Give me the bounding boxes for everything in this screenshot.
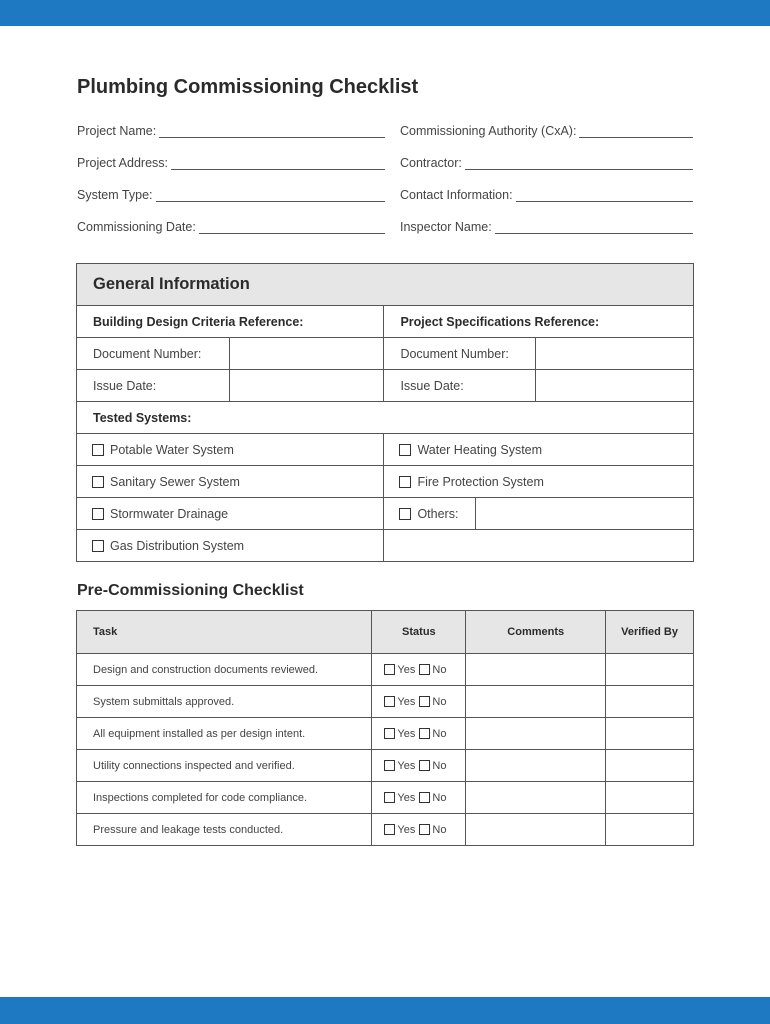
pre-commissioning-table bbox=[76, 610, 694, 846]
yes-checkbox[interactable] bbox=[384, 792, 395, 803]
comments-cell[interactable] bbox=[466, 782, 606, 814]
status-cell: Yes No bbox=[372, 686, 466, 718]
building-document-number-label: Document Number: bbox=[77, 338, 230, 370]
no-checkbox[interactable] bbox=[419, 728, 430, 739]
yes-checkbox[interactable] bbox=[384, 760, 395, 771]
table-row bbox=[77, 750, 694, 782]
status-cell: Yes No bbox=[372, 750, 466, 782]
checkbox[interactable] bbox=[92, 476, 104, 488]
contractor-field[interactable]: Contractor: bbox=[400, 156, 693, 170]
comments-cell[interactable] bbox=[466, 750, 606, 782]
yes-checkbox[interactable] bbox=[384, 728, 395, 739]
commissioning-authority-field[interactable]: Commissioning Authority (CxA): bbox=[400, 124, 693, 138]
yes-checkbox[interactable] bbox=[384, 696, 395, 707]
system-option[interactable]: Fire Protection System bbox=[384, 466, 694, 498]
comments-cell[interactable] bbox=[466, 654, 606, 686]
task-cell: Utility connections inspected and verified. bbox=[77, 750, 372, 782]
system-option[interactable]: Potable Water System bbox=[77, 434, 384, 466]
checkbox[interactable] bbox=[92, 444, 104, 456]
system-option-others[interactable]: Others: bbox=[384, 498, 476, 530]
general-information-heading: General Information bbox=[77, 264, 694, 306]
system-type-field[interactable]: System Type: bbox=[77, 188, 385, 202]
verified-by-cell[interactable] bbox=[606, 686, 694, 718]
project-document-number-label: Document Number: bbox=[384, 338, 536, 370]
page-title: Plumbing Commissioning Checklist bbox=[77, 76, 419, 98]
yes-checkbox[interactable] bbox=[384, 664, 395, 675]
no-checkbox[interactable] bbox=[419, 760, 430, 771]
verified-by-cell[interactable] bbox=[606, 718, 694, 750]
project-issue-date-input[interactable] bbox=[536, 370, 694, 402]
table-row bbox=[77, 718, 694, 750]
others-input[interactable] bbox=[476, 498, 694, 530]
tested-systems-label: Tested Systems: bbox=[77, 402, 694, 434]
bottom-band bbox=[0, 997, 770, 1024]
status-cell: Yes No bbox=[372, 654, 466, 686]
column-header-task: Task bbox=[77, 611, 372, 654]
project-specifications-reference-label: Project Specifications Reference: bbox=[384, 306, 694, 338]
checkbox[interactable] bbox=[399, 476, 411, 488]
verified-by-cell[interactable] bbox=[606, 814, 694, 846]
project-name-field[interactable]: Project Name: bbox=[77, 124, 385, 138]
task-cell: All equipment installed as per design intent. bbox=[77, 718, 372, 750]
comments-cell[interactable] bbox=[466, 718, 606, 750]
status-cell: Yes No bbox=[372, 718, 466, 750]
system-option[interactable]: Sanitary Sewer System bbox=[77, 466, 384, 498]
yes-checkbox[interactable] bbox=[384, 824, 395, 835]
checkbox[interactable] bbox=[399, 508, 411, 520]
commissioning-date-field[interactable]: Commissioning Date: bbox=[77, 220, 385, 234]
column-header-verified-by: Verified By bbox=[606, 611, 694, 654]
column-header-comments: Comments bbox=[466, 611, 606, 654]
verified-by-cell[interactable] bbox=[606, 654, 694, 686]
task-cell: Inspections completed for code compliance. bbox=[77, 782, 372, 814]
task-cell: Pressure and leakage tests conducted. bbox=[77, 814, 372, 846]
status-cell: Yes No bbox=[372, 782, 466, 814]
table-row bbox=[77, 686, 694, 718]
building-issue-date-label: Issue Date: bbox=[77, 370, 230, 402]
status-cell: Yes No bbox=[372, 814, 466, 846]
building-design-reference-label: Building Design Criteria Reference: bbox=[77, 306, 384, 338]
top-band bbox=[0, 0, 770, 26]
building-issue-date-input[interactable] bbox=[229, 370, 384, 402]
task-cell: Design and construction documents reviewed. bbox=[77, 654, 372, 686]
no-checkbox[interactable] bbox=[419, 824, 430, 835]
table-row bbox=[77, 654, 694, 686]
checkbox[interactable] bbox=[399, 444, 411, 456]
project-document-number-input[interactable] bbox=[536, 338, 694, 370]
empty-cell bbox=[384, 530, 694, 562]
no-checkbox[interactable] bbox=[419, 664, 430, 675]
verified-by-cell[interactable] bbox=[606, 782, 694, 814]
general-information-table bbox=[76, 263, 694, 562]
table-row bbox=[77, 782, 694, 814]
pre-commissioning-heading: Pre-Commissioning Checklist bbox=[77, 582, 304, 599]
system-option[interactable]: Water Heating System bbox=[384, 434, 694, 466]
verified-by-cell[interactable] bbox=[606, 750, 694, 782]
no-checkbox[interactable] bbox=[419, 696, 430, 707]
system-option[interactable]: Stormwater Drainage bbox=[77, 498, 384, 530]
no-checkbox[interactable] bbox=[419, 792, 430, 803]
task-cell: System submittals approved. bbox=[77, 686, 372, 718]
checkbox[interactable] bbox=[92, 508, 104, 520]
comments-cell[interactable] bbox=[466, 814, 606, 846]
project-address-field[interactable]: Project Address: bbox=[77, 156, 385, 170]
building-document-number-input[interactable] bbox=[229, 338, 384, 370]
column-header-status: Status bbox=[372, 611, 466, 654]
system-option[interactable]: Gas Distribution System bbox=[77, 530, 384, 562]
project-issue-date-label: Issue Date: bbox=[384, 370, 536, 402]
checkbox[interactable] bbox=[92, 540, 104, 552]
comments-cell[interactable] bbox=[466, 686, 606, 718]
contact-information-field[interactable]: Contact Information: bbox=[400, 188, 693, 202]
inspector-name-field[interactable]: Inspector Name: bbox=[400, 220, 693, 234]
table-row bbox=[77, 814, 694, 846]
